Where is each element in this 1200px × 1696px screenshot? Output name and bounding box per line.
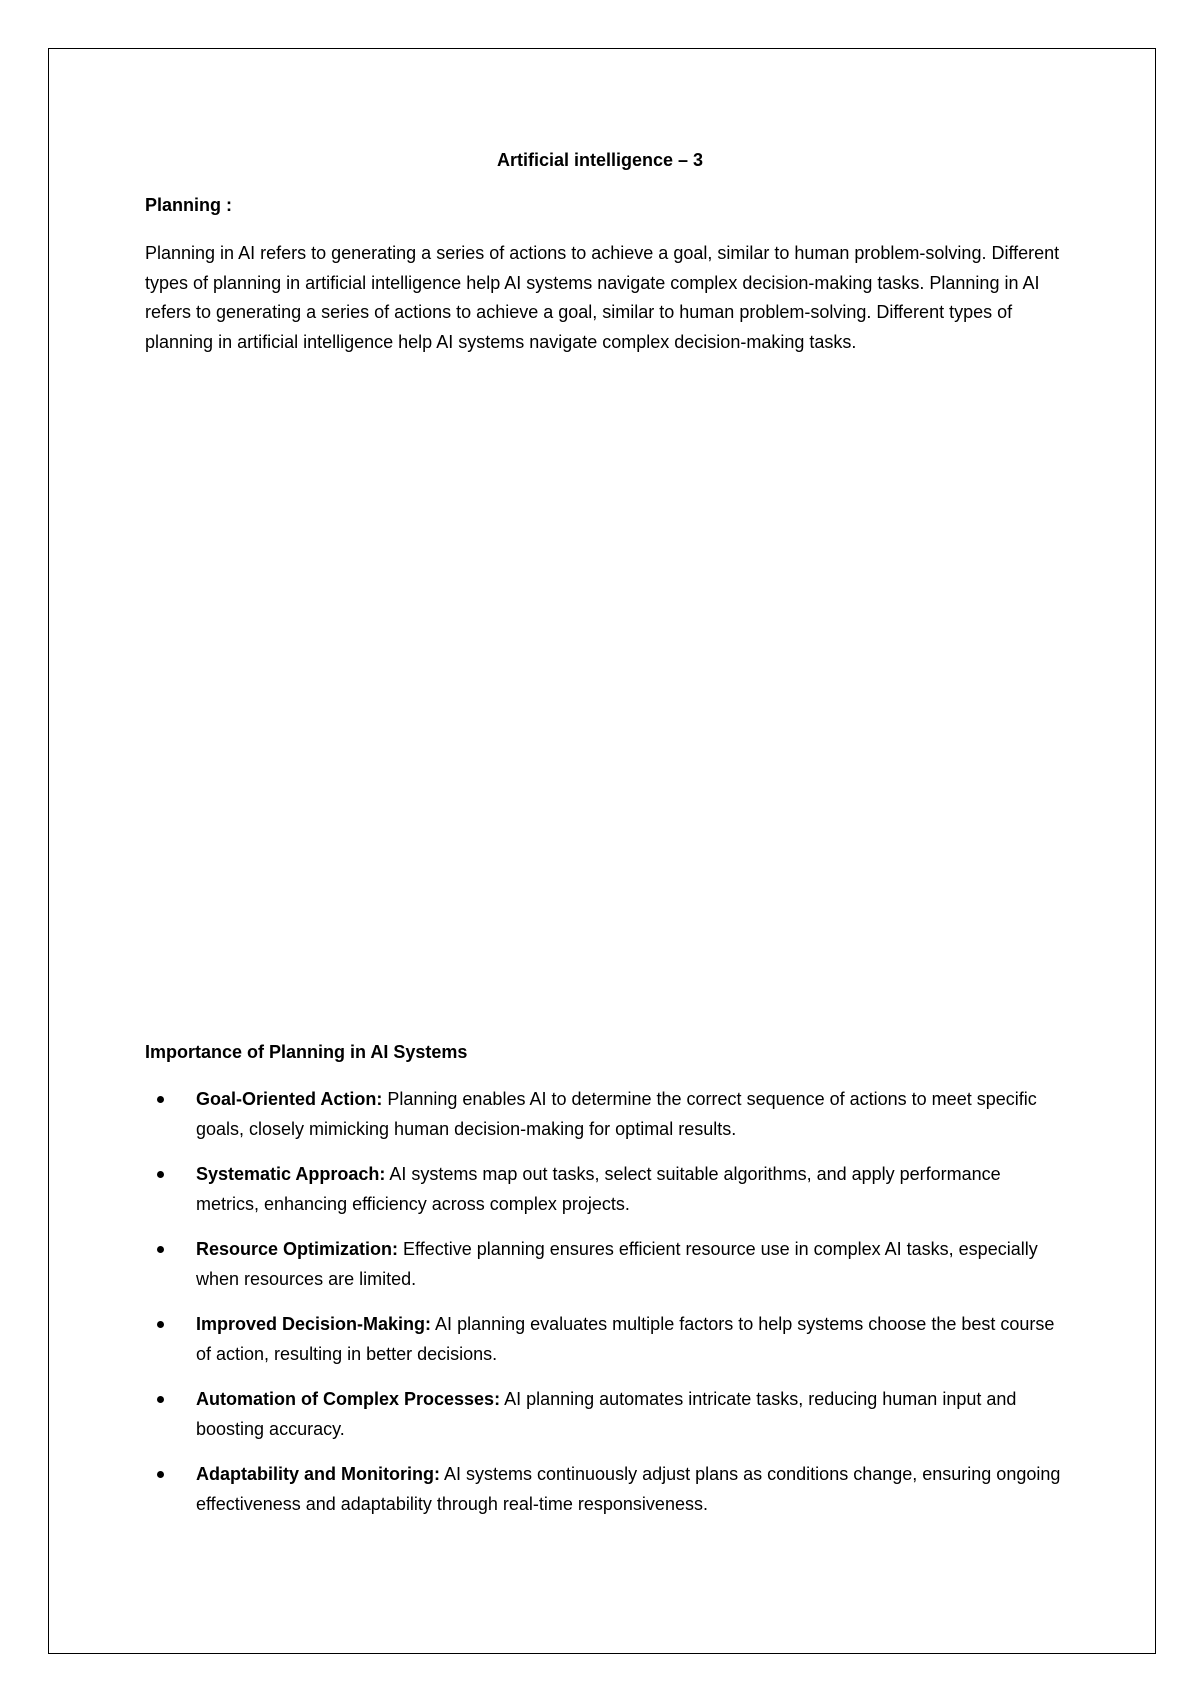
planning-paragraph: Planning in AI refers to generating a series of actions to achieve a goal, similar to human problem-solving. Different types of planning in artificial intelligence help AI systems navigate complex decision-making tasks. Planning in AI refers to generating a series of actions to achieve a goal, similar to human problem-solving. Different types of planning in artificial intelligence help AI systems navigate complex decision-making tasks. bbox=[145, 243, 1060, 352]
importance-bullet-list bbox=[145, 1085, 1065, 1535]
bullet-dot-icon bbox=[157, 1096, 164, 1103]
bullet-text: Planning enables AI to determine the correct sequence of actions to meet specific goals, closely mimicking human decision-making for optimal results. bbox=[196, 1089, 1037, 1139]
document-title: Artificial intelligence – 3 bbox=[496, 150, 704, 170]
bullet-dot-icon bbox=[157, 1246, 164, 1253]
bullet-item-resource bbox=[145, 1235, 1065, 1294]
bullet-text: Effective planning ensures efficient resource use in complex AI tasks, especially when resources are limited. bbox=[196, 1239, 1038, 1289]
bullet-dot-icon bbox=[157, 1171, 164, 1178]
bullet-text: AI planning automates intricate tasks, reducing human input and boosting accuracy. bbox=[196, 1389, 1017, 1439]
bullet-term: Automation of Complex Processes: bbox=[196, 1389, 501, 1409]
importance-heading: Importance of Planning in AI Systems bbox=[145, 1042, 468, 1062]
bullet-dot-icon bbox=[157, 1321, 164, 1328]
bullet-term: Resource Optimization: bbox=[196, 1239, 399, 1259]
bullet-item-systematic bbox=[145, 1160, 1065, 1219]
bullet-term: Adaptability and Monitoring: bbox=[196, 1464, 440, 1484]
bullet-dot-icon bbox=[157, 1396, 164, 1403]
planning-heading: Planning : bbox=[145, 195, 232, 215]
bullet-dot-icon bbox=[157, 1471, 164, 1478]
bullet-term: Goal-Oriented Action: bbox=[196, 1089, 383, 1109]
bullet-text: AI systems continuously adjust plans as conditions change, ensuring ongoing effectiveness and adaptability through real-time responsiveness. bbox=[196, 1464, 1061, 1514]
bullet-item-goal-oriented bbox=[145, 1085, 1065, 1144]
bullet-item-automation bbox=[145, 1385, 1065, 1444]
bullet-text: AI systems map out tasks, select suitable algorithms, and apply performance metrics, enhancing efficiency across complex projects. bbox=[196, 1164, 1001, 1214]
bullet-term: Improved Decision-Making: bbox=[196, 1314, 432, 1334]
bullet-item-adaptability bbox=[145, 1460, 1065, 1519]
bullet-text: AI planning evaluates multiple factors to help systems choose the best course of action, resulting in better decisions. bbox=[196, 1314, 1055, 1364]
bullet-item-decision bbox=[145, 1310, 1065, 1369]
bullet-term: Systematic Approach: bbox=[196, 1164, 386, 1184]
